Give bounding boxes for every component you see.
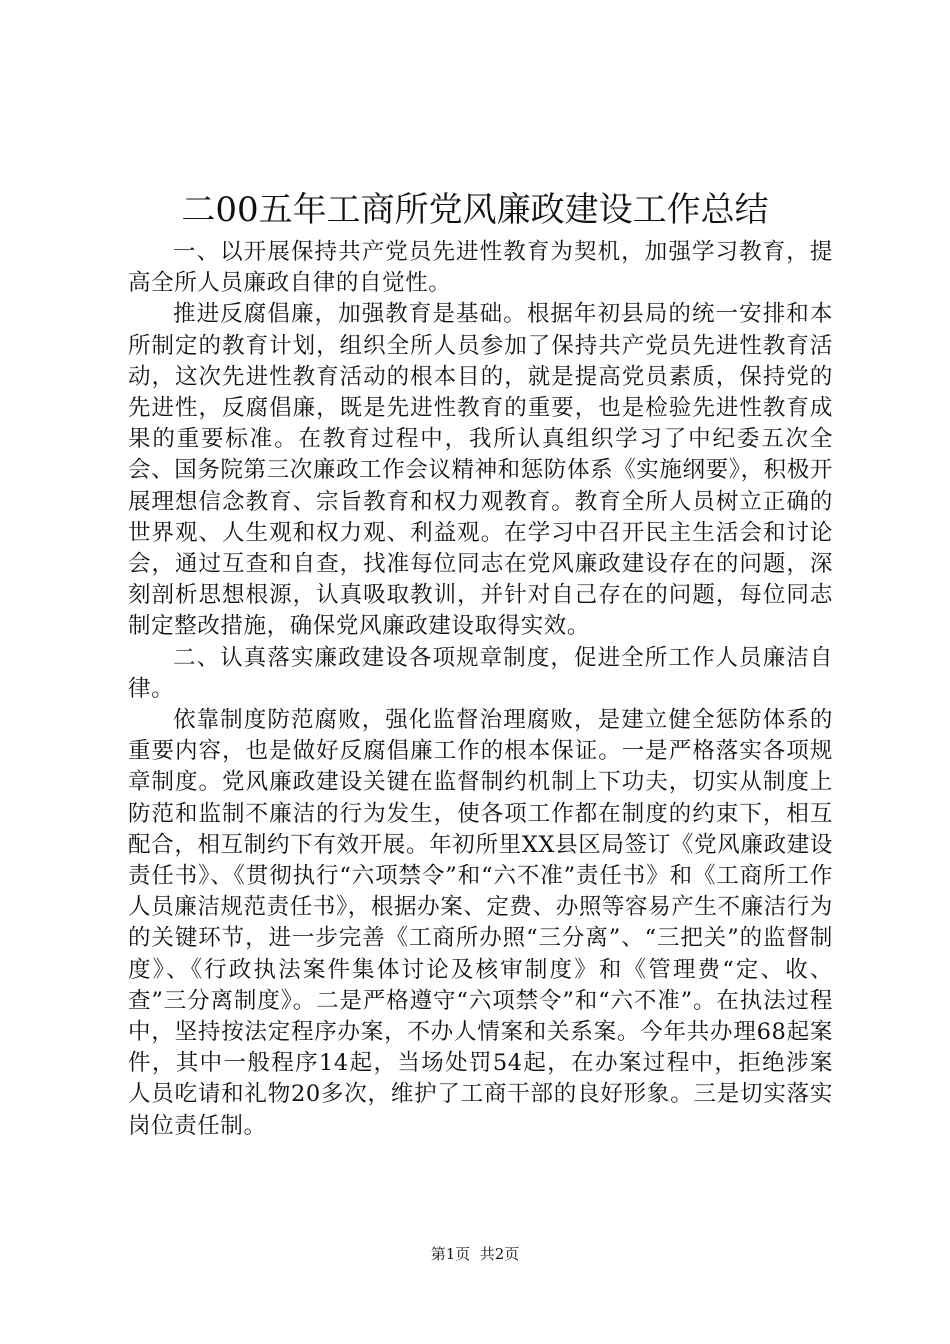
paragraph-regulations: 依靠制度防范腐败，强化监督治理腐败，是建立健全惩防体系的重要内容，也是做好反腐倡廉工作的根本保证。一是严格落实各项规章制度。党风廉政建设关键在监督制约机制上下功夫，切实从制度上防范和监制不廉洁的行为发生，使各项工作都在制度的约束下，相互配合，相互制约下有效开展。年初所里XX县区局签订《党风廉政建设责任书》、《贯彻执行“六项禁令”和“六不准”责任书》和《工商所工作人员廉洁规范责任书》，根据办案、定费、办照等容易产生不廉洁行为的关键环节，进一步完善《工商所办照“三分离”、“三把关”的监督制度》、《行政执法案件集体讨论及核审制度》和《管理费“定、收、查”三分离制度》。二是严格遵守“六项禁令”和“六不准”。在执法过程中，坚持按法定程序办案，不办人情案和关系案。今年共办理68起案件，其中一般程序14起，当场处罚54起，在办案过程中，拒绝涉案人员吃请和礼物20多次，维护了工商干部的良好形象。三是切实落实岗位责任制。 xyxy=(128,707,833,1139)
document-title: 二00五年工商所党风廉政建设工作总结 xyxy=(181,190,769,230)
paragraph-education: 推进反腐倡廉，加强教育是基础。根据年初县局的统一安排和本所制定的教育计划，组织全所人员参加了保持共产党员先进性教育活动，这次先进性教育活动的根本目的，就是提高党员素质，保持党的先进性，反腐倡廉，既是先进性教育的重要，也是检验先进性教育成果的重要标准。在教育过程中，我所认真组织学习了中纪委五次全会、国务院第三次廉政工作会议精神和惩防体系《实施纲要》，积极开展理想信念教育、宗旨教育和权力观教育。教育全所人员树立正确的世界观、人生观和权力观、利益观。在学习中召开民主生活会和讨论会，通过互查和自查，找准每位同志在党风廉政建设存在的问题，深刻剖析思想根源，认真吸取教训，并针对自己存在的问题，每位同志制定整改措施，确保党风廉政建设取得实效。 xyxy=(128,301,833,640)
paragraph-section-1-heading: 一、以开展保持共产党员先进性教育为契机，加强学习教育，提高全所人员廉政自律的自觉性。 xyxy=(128,239,833,297)
paragraph-section-2-heading: 二、认真落实廉政建设各项规章制度，促进全所工作人员廉洁自律。 xyxy=(128,644,833,702)
page-footer: 第1页 共2页 xyxy=(430,1245,520,1263)
document-body xyxy=(128,237,833,1142)
